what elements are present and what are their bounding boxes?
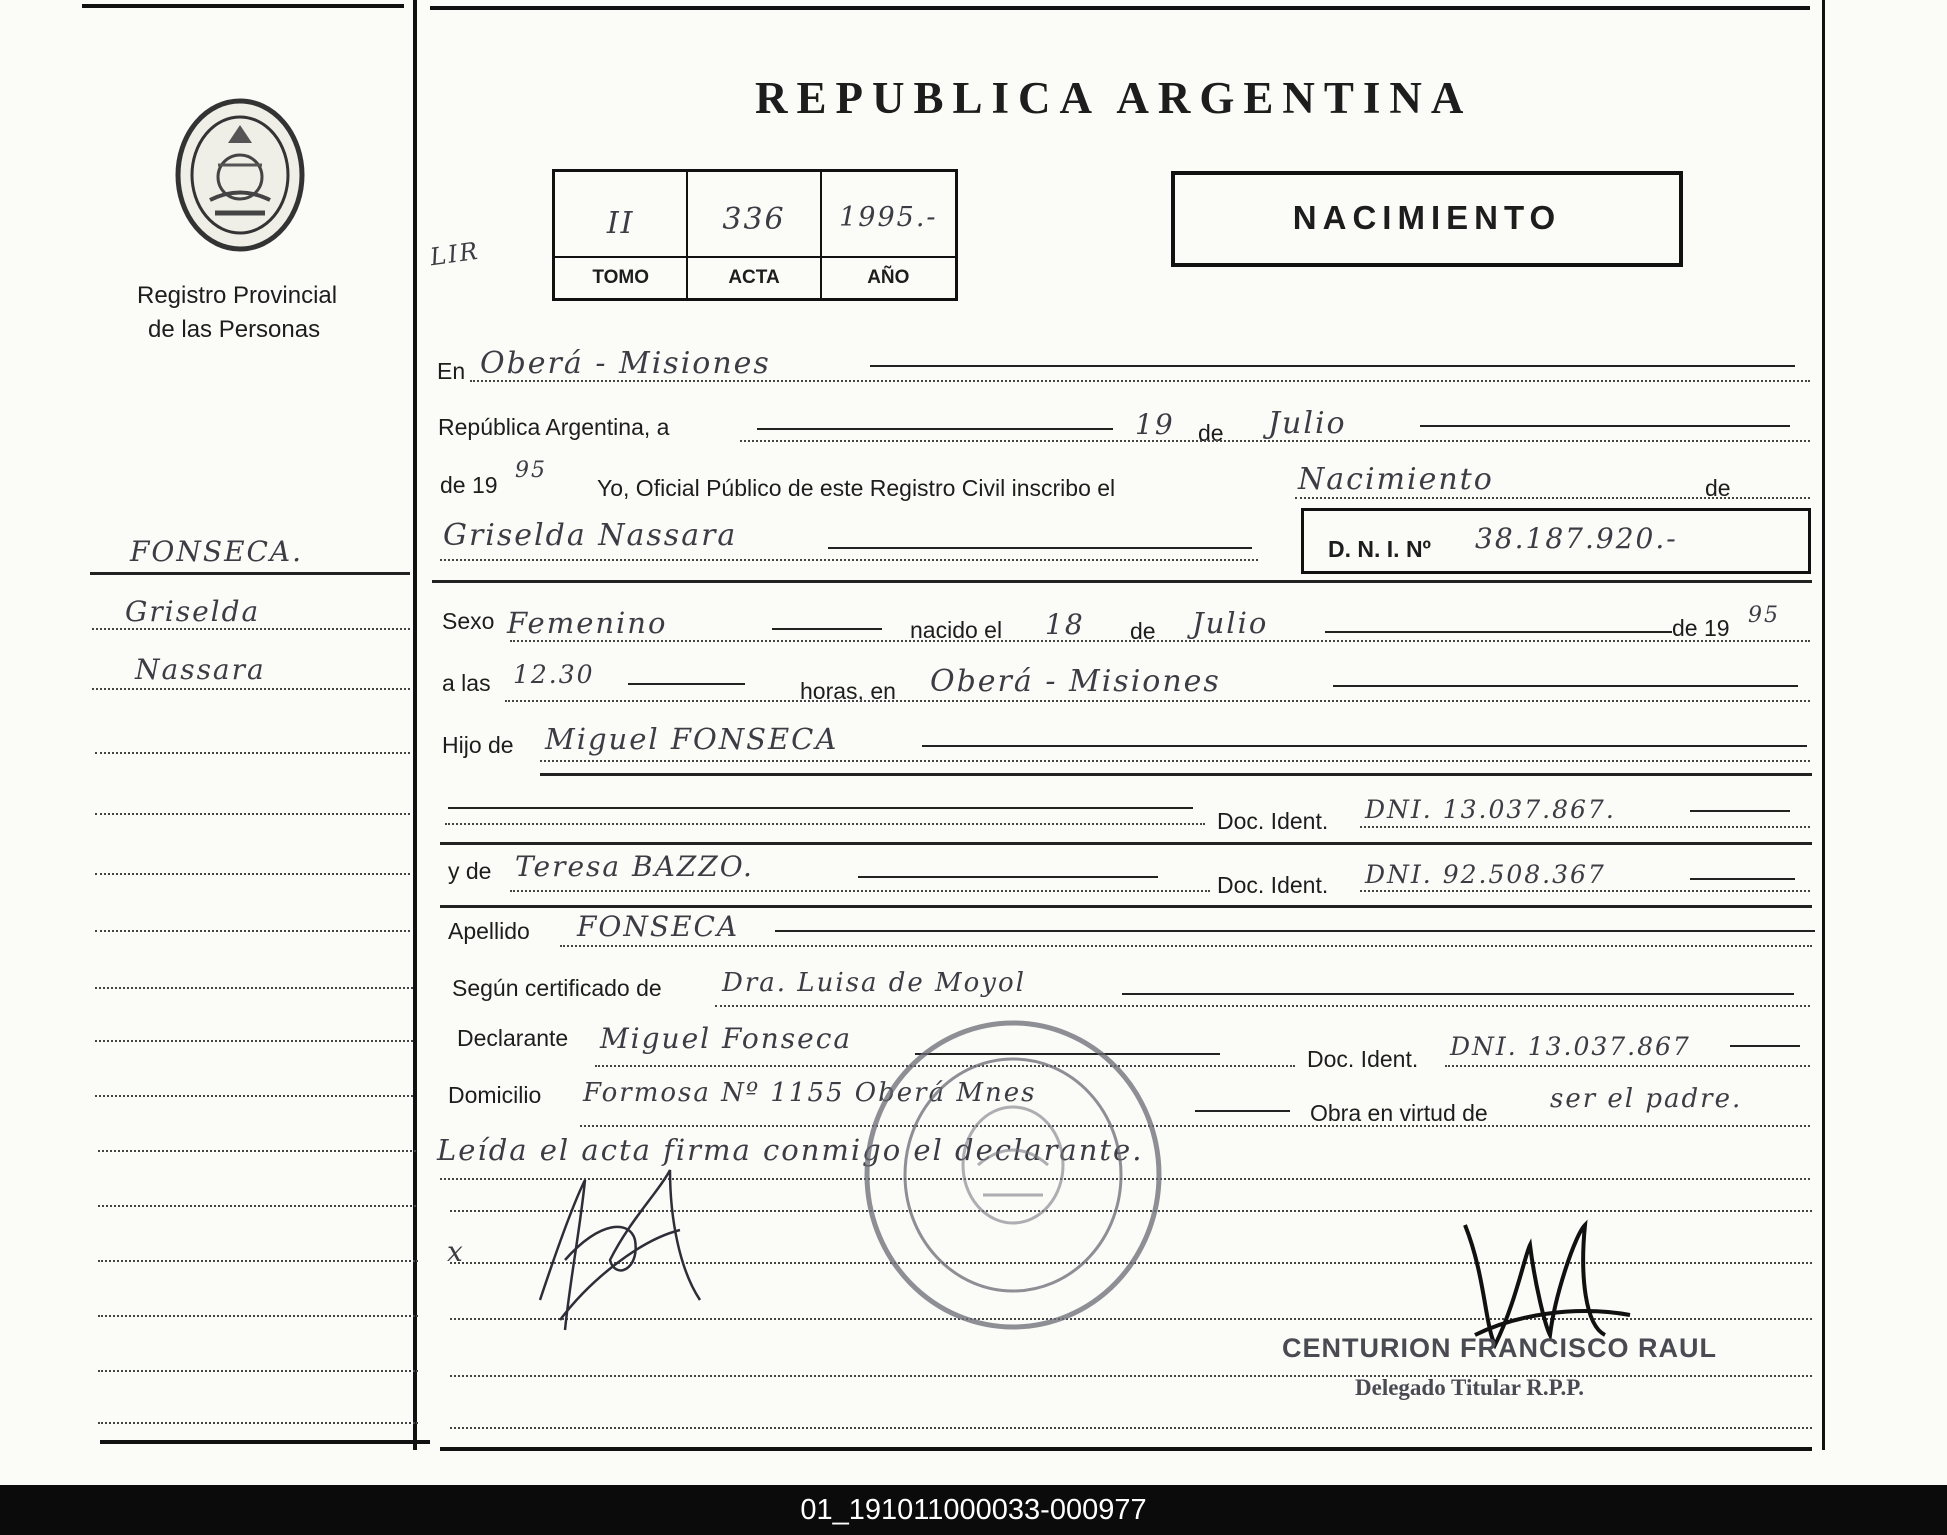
left-top-border: [82, 4, 404, 8]
date-rule-2: [1420, 425, 1790, 427]
segun-rule: [1122, 993, 1794, 995]
person-name: Griselda Nassara: [443, 518, 738, 553]
sexo-rule: [772, 628, 882, 630]
en-value: Oberá - Misiones: [480, 346, 771, 381]
sidebar-line: [98, 1260, 418, 1262]
mother-doc-label: Doc. Ident.: [1217, 872, 1329, 898]
main-top-border: [430, 6, 1810, 10]
acta-value: 336: [722, 202, 786, 237]
en-rule: [870, 365, 1795, 367]
blank-line: [450, 1375, 1812, 1377]
month-value: Julio: [1268, 406, 1347, 441]
name-dotted: [440, 559, 1258, 561]
declarante-doc-dotted: [1445, 1065, 1810, 1067]
sidebar-surname: FONSECA.: [130, 535, 304, 568]
left-bottom-border: [100, 1440, 430, 1444]
sidebar-line: [98, 1150, 416, 1152]
sidebar-given-name-2: Nassara: [135, 653, 266, 686]
note-value: Leída el acta firma conmigo el declarante.: [437, 1133, 1144, 1167]
declarante-value: Miguel Fonseca: [600, 1022, 853, 1055]
en-dotted: [470, 380, 1810, 382]
sidebar-line: [98, 1422, 418, 1424]
republica-label: República Argentina, a: [438, 414, 670, 440]
en-label: En: [437, 358, 466, 384]
birth-year-suffix: 95: [1748, 603, 1780, 628]
hijo-rule-2: [540, 773, 1812, 776]
hijo-label: Hijo de: [442, 732, 514, 758]
sidebar-line: [95, 930, 410, 932]
de3-label: de: [1130, 618, 1156, 644]
apellido-rule: [775, 930, 1815, 932]
document-type-box: NACIMIENTO: [1171, 171, 1683, 267]
father-cont-dotted: [445, 823, 1205, 825]
provincial-seal: [170, 95, 310, 255]
name-rule: [828, 547, 1252, 549]
sidebar-line: [98, 1315, 418, 1317]
blank-line: [450, 1427, 1812, 1429]
sexo-value: Femenino: [507, 606, 668, 640]
registry-name-line1: Registro Provincial: [137, 282, 338, 309]
segun-value: Dra. Luisa de Moyol: [722, 968, 1026, 998]
sidebar-line: [95, 752, 410, 754]
sidebar-line: [92, 688, 410, 690]
declarante-doc-rule: [1730, 1045, 1800, 1047]
sidebar-line: [92, 628, 410, 630]
sidebar-line: [95, 1095, 413, 1097]
sidebar-surname-rule: [90, 572, 410, 575]
provincial-seal-icon: [170, 95, 310, 255]
sidebar-given-name: Griselda: [125, 595, 261, 628]
mother-doc: DNI. 92.508.367: [1365, 860, 1606, 889]
tomo-label: TOMO: [555, 256, 686, 298]
mother-value: Teresa BAZZO.: [515, 850, 754, 883]
horas-label: horas, en: [800, 678, 896, 704]
image-code: 01_191011000033-000977: [800, 1494, 1147, 1526]
sidebar-line: [95, 813, 410, 815]
declarante-label: Declarante: [457, 1025, 569, 1051]
declarant-signature: [520, 1160, 720, 1350]
de2-label: de: [1705, 475, 1731, 501]
segun-dotted: [715, 1005, 1810, 1007]
domicilio-rule: [1195, 1110, 1290, 1112]
hijo-dotted: [540, 760, 1810, 762]
place-rule: [1333, 685, 1798, 687]
sidebar-line: [95, 1040, 413, 1042]
acta-cell: [688, 172, 821, 298]
sidebar-line: [98, 1370, 418, 1372]
registrar-signature: [1455, 1215, 1635, 1350]
domicilio-dotted: [580, 1125, 1810, 1127]
alas-dotted: [505, 700, 1810, 702]
year-cell: [822, 172, 955, 298]
registrar-title: Delegado Titular R.P.P.: [1355, 1375, 1584, 1400]
hour-value: 12.30: [513, 660, 595, 689]
date-rule-1: [757, 428, 1113, 430]
apellido-label: Apellido: [448, 918, 530, 944]
day-value: 19: [1135, 408, 1175, 441]
apellido-value: FONSECA: [577, 910, 740, 943]
yde-label: y de: [448, 858, 492, 884]
dni-value: 38.187.920.-: [1475, 522, 1678, 555]
sidebar-line: [98, 1205, 416, 1207]
republica-dotted: [740, 440, 1810, 442]
birth-day: 18: [1045, 608, 1085, 641]
mother-dotted: [510, 890, 1210, 892]
declarante-doc-label: Doc. Ident.: [1307, 1046, 1419, 1072]
official-stamp: [858, 1015, 1168, 1335]
declarante-doc: DNI. 13.037.867: [1450, 1032, 1691, 1061]
obra-value: ser el padre.: [1550, 1084, 1743, 1114]
dni-label: D. N. I. Nº: [1328, 536, 1431, 562]
hour-rule: [628, 683, 745, 685]
birth-year-prefix: de 19: [1672, 615, 1730, 641]
tomo-value: II: [606, 206, 635, 241]
birth-rule: [1325, 631, 1672, 633]
mother-doc-rule: [1690, 878, 1795, 880]
inscribe-value: Nacimiento: [1298, 462, 1494, 497]
segun-label: Según certificado de: [452, 975, 662, 1001]
declarant-mark: x: [447, 1235, 465, 1268]
sexo-label: Sexo: [442, 608, 495, 634]
year-suffix: 95: [515, 458, 547, 483]
lir-annotation: LIR: [428, 236, 482, 272]
year-label: AÑO: [822, 256, 955, 298]
section-rule-3: [440, 905, 1812, 908]
birth-month: Julio: [1192, 606, 1269, 640]
official-stamp-seal-icon: [858, 1015, 1168, 1335]
right-border: [1822, 0, 1825, 1450]
year-value: 1995.-: [839, 202, 938, 233]
father-rule: [922, 745, 1807, 747]
year-prefix: de 19: [440, 472, 498, 498]
registry-name-line2: de las Personas: [148, 316, 321, 343]
father-doc-label: Doc. Ident.: [1217, 808, 1329, 834]
father-doc: DNI. 13.037.867.: [1365, 795, 1616, 824]
domicilio-label: Domicilio: [448, 1082, 542, 1108]
page-title: REPUBLICA ARGENTINA: [755, 73, 1473, 123]
de-label: de: [1198, 420, 1224, 446]
place-value: Oberá - Misiones: [930, 664, 1221, 699]
acta-label: ACTA: [688, 256, 819, 298]
obra-label: Obra en virtud de: [1310, 1100, 1488, 1126]
sidebar-line: [95, 873, 410, 875]
registrar-name: CENTURION FRANCISCO RAUL: [1282, 1333, 1717, 1363]
tomo-cell: [555, 172, 688, 298]
sexo-dotted: [510, 640, 1810, 642]
image-code-bar: [0, 1485, 1947, 1535]
yo-label: Yo, Oficial Público de este Registro Civil inscribo el: [597, 475, 1116, 501]
domicilio-value: Formosa Nº 1155 Oberá Mnes: [583, 1078, 1037, 1108]
father-value: Miguel FONSECA: [545, 722, 839, 756]
nacido-label: nacido el: [910, 617, 1003, 643]
yo-dotted: [1295, 497, 1810, 499]
section-rule-2: [440, 842, 1812, 845]
father-doc-rule: [1690, 810, 1790, 812]
father-cont-rule: [448, 807, 1193, 809]
father-doc-dotted: [1360, 826, 1810, 828]
registry-reference-table: [552, 169, 958, 301]
section-rule: [432, 580, 1812, 583]
main-bottom-border: [440, 1447, 1812, 1451]
apellido-dotted: [560, 945, 1812, 947]
column-divider: [413, 0, 417, 1450]
sidebar-line: [95, 987, 413, 989]
mother-doc-dotted: [1360, 890, 1810, 892]
mother-rule: [858, 876, 1158, 878]
alas-label: a las: [442, 670, 491, 696]
